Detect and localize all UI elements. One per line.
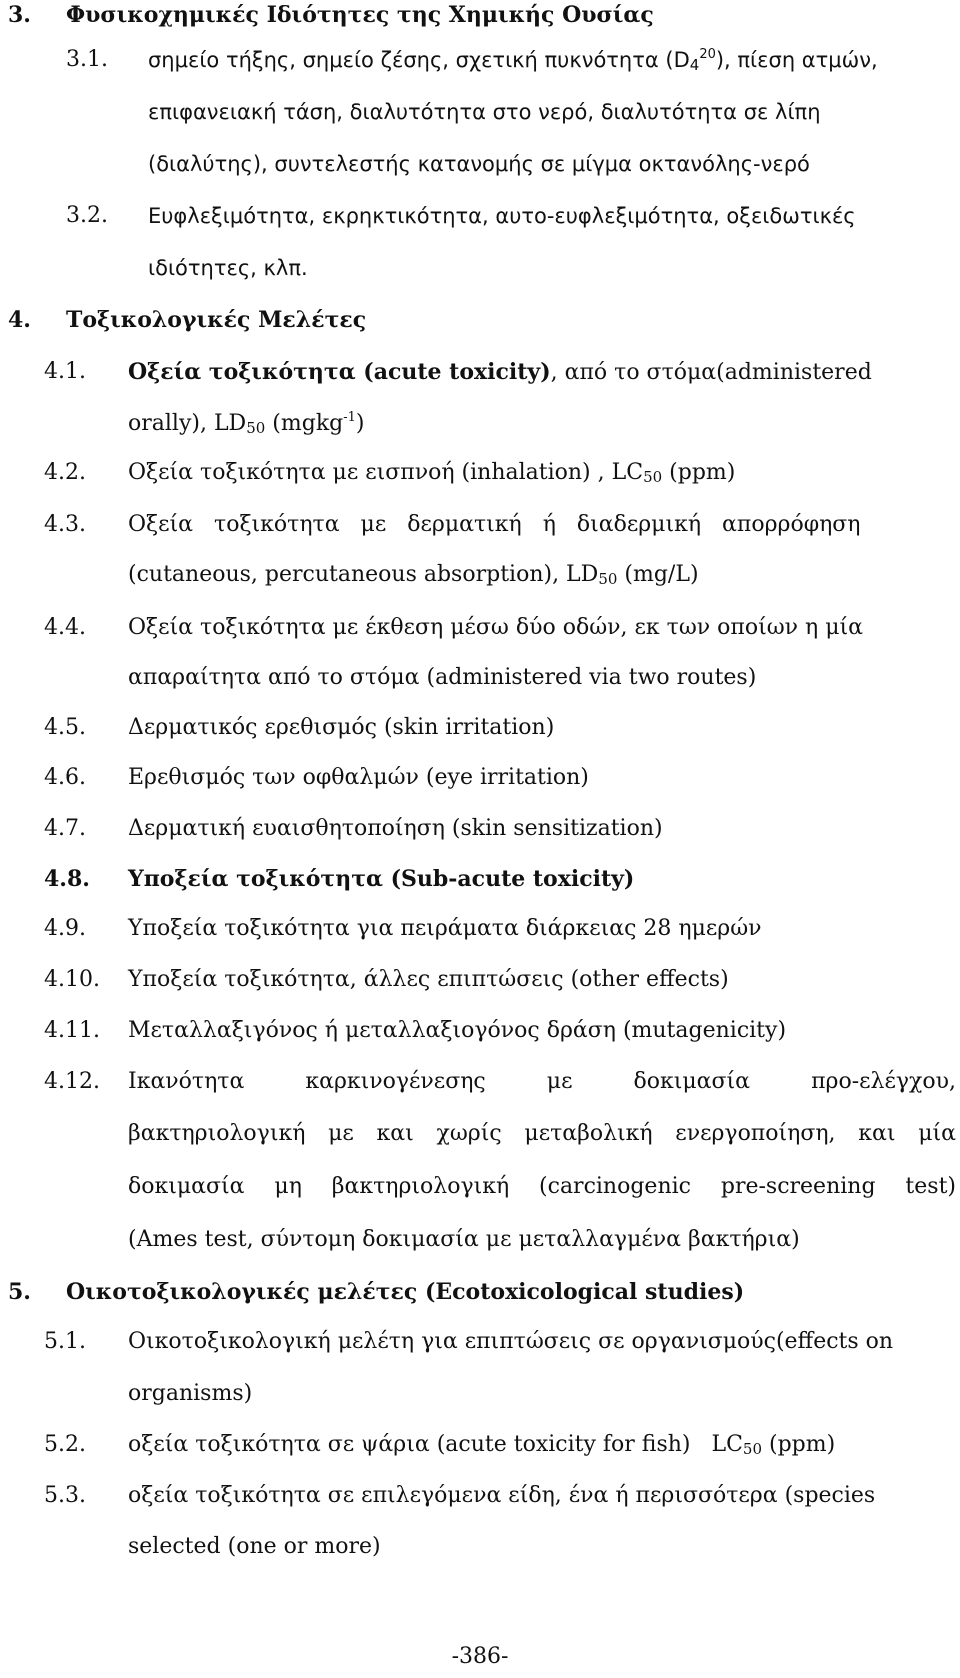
page-number: -386- — [451, 1644, 509, 1669]
item-3-2-line-2: ιδιότητες, κλπ. — [148, 256, 308, 280]
section-4-title: Τοξικολογικές Μελέτες — [66, 307, 367, 333]
item-4-2-subscript: 50 — [643, 468, 663, 486]
item-4-3-subscript: 50 — [598, 570, 618, 588]
section-3-title: Φυσικοχημικές Ιδιότητες της Χημικής Ουσίας — [66, 2, 654, 28]
item-4-2-line — [128, 458, 735, 488]
item-5-2-line — [128, 1430, 835, 1460]
item-4-1-text-c: ) — [355, 411, 365, 436]
item-4-9-text: Υποξεία τοξικότητα για πειράματα διάρκειας 28 ημερών — [128, 916, 762, 941]
item-4-6-text: Ερεθισμός των οφθαλμών (eye irritation) — [128, 765, 589, 790]
item-4-7-number: 4.7. — [44, 816, 86, 841]
item-4-12-line-1: Ικανότητα καρκινογένεσης με δοκιμασία προ-ελέγχου, — [128, 1069, 956, 1094]
item-4-3-text-a: (cutaneous, percutaneous absorption), LD — [128, 562, 599, 587]
item-4-1-bold-text: Οξεία τοξικότητα (acute toxicity) — [128, 359, 551, 385]
item-4-4-line-1: Οξεία τοξικότητα με έκθεση μέσω δύο οδών, εκ των οποίων η μία — [128, 615, 863, 640]
item-5-1-line-1: Οικοτοξικολογική μελέτη για επιπτώσεις σε οργανισμούς(effects on — [128, 1329, 894, 1354]
item-4-5-number: 4.5. — [44, 715, 86, 740]
item-5-3-number: 5.3. — [44, 1483, 86, 1508]
item-3-1-number: 3.1. — [66, 47, 108, 72]
item-4-7-text: Δερματική ευαισθητοποίηση (skin sensitization) — [128, 816, 663, 841]
item-4-12-line-2: βακτηριολογική με και χωρίς μεταβολική ενεργοποίηση, και μία — [128, 1121, 956, 1146]
item-4-5-text: Δερματικός ερεθισμός (skin irritation) — [128, 715, 555, 740]
item-4-3-text-b: (mg/L) — [617, 562, 699, 587]
item-4-8-text: Υποξεία τοξικότητα (Sub-acute toxicity) — [128, 866, 635, 892]
item-5-1-number: 5.1. — [44, 1329, 86, 1354]
item-4-4-line-2: απαραίτητα από το στόμα (administered via two routes) — [128, 665, 757, 690]
item-4-3-line-1: Οξεία τοξικότητα με δερματική ή διαδερμική απορρόφηση — [128, 512, 861, 537]
item-4-2-number: 4.2. — [44, 460, 86, 485]
item-4-11-text: Μεταλλαξιγόνος ή μεταλλαξιογόνος δράση (mutagenicity) — [128, 1018, 787, 1043]
item-3-1-text-b: ), πίεση ατμών, — [715, 48, 878, 72]
item-4-10-text: Υποξεία τοξικότητα, άλλες επιπτώσεις (other effects) — [128, 967, 729, 992]
item-5-3-line-1: οξεία τοξικότητα σε επιλεγόμενα είδη, ένα ή περισσότερα (species — [128, 1483, 876, 1508]
item-4-4-number: 4.4. — [44, 615, 86, 640]
item-4-10-number: 4.10. — [44, 967, 100, 992]
item-3-1-subscript: 4 — [689, 56, 700, 74]
item-4-1-text-a: orally), LD — [128, 411, 247, 436]
item-4-8-number: 4.8. — [44, 866, 90, 892]
item-4-12-line-3: δοκιμασία μη βακτηριολογική (carcinogenic pre-screening test) — [128, 1174, 956, 1199]
item-4-3-number: 4.3. — [44, 512, 86, 537]
item-3-2-line-1: Ευφλεξιμότητα, εκρηκτικότητα, αυτο-ευφλεξιμότητα, οξειδωτικές — [148, 204, 856, 228]
item-4-9-number: 4.9. — [44, 916, 86, 941]
item-5-2-subscript: 50 — [742, 1440, 763, 1458]
item-4-1-superscript: -1 — [343, 410, 356, 425]
item-4-11-number: 4.11. — [44, 1018, 100, 1043]
section-4-number: 4. — [8, 307, 31, 333]
item-3-1-superscript: 20 — [699, 47, 716, 62]
item-3-1-line-2: επιφανειακή τάση, διαλυτότητα στο νερό, διαλυτότητα σε λίπη — [148, 100, 821, 124]
item-4-12-line-4: (Ames test, σύντομη δοκιμασία με μεταλλαγμένα βακτήρια) — [128, 1227, 800, 1252]
item-4-1-subscript: 50 — [246, 419, 266, 437]
item-5-2-text-b: (ppm) — [762, 1432, 836, 1457]
item-5-1-line-2: organisms) — [128, 1381, 253, 1406]
item-3-2-number: 3.2. — [66, 203, 108, 228]
section-5-number: 5. — [8, 1279, 31, 1305]
item-4-1-text-b: (mgkg — [265, 411, 344, 436]
item-4-1-number: 4.1. — [44, 359, 86, 384]
item-5-2-text-a: οξεία τοξικότητα σε ψάρια (acute toxicity for fish) LC — [128, 1432, 743, 1457]
item-4-1-rest-text: , από το στόμα(administered — [550, 360, 872, 385]
item-4-1-line-1 — [128, 357, 872, 388]
item-3-1-text-a: σημείο τήξης, σημείο ζέσης, σχετική πυκνότητα (D — [148, 48, 690, 72]
item-3-1-line-1 — [148, 45, 878, 75]
item-5-3-line-2: selected (one or more) — [128, 1534, 381, 1559]
section-3-number: 3. — [8, 2, 31, 28]
section-5-title: Οικοτοξικολογικές μελέτες (Ecotoxicological studies) — [66, 1279, 745, 1305]
item-3-1-line-3: (διαλύτης), συντελεστής κατανομής σε μίγμα οκτανόλης-νερό — [148, 152, 810, 176]
item-4-6-number: 4.6. — [44, 765, 86, 790]
item-4-1-line-2 — [128, 409, 365, 439]
item-4-3-line-2 — [128, 560, 699, 590]
item-4-2-text-a: Οξεία τοξικότητα με εισπνοή (inhalation) , LC — [128, 460, 644, 485]
item-4-12-number: 4.12. — [44, 1069, 100, 1094]
item-5-2-number: 5.2. — [44, 1432, 86, 1457]
item-4-2-text-b: (ppm) — [662, 460, 736, 485]
